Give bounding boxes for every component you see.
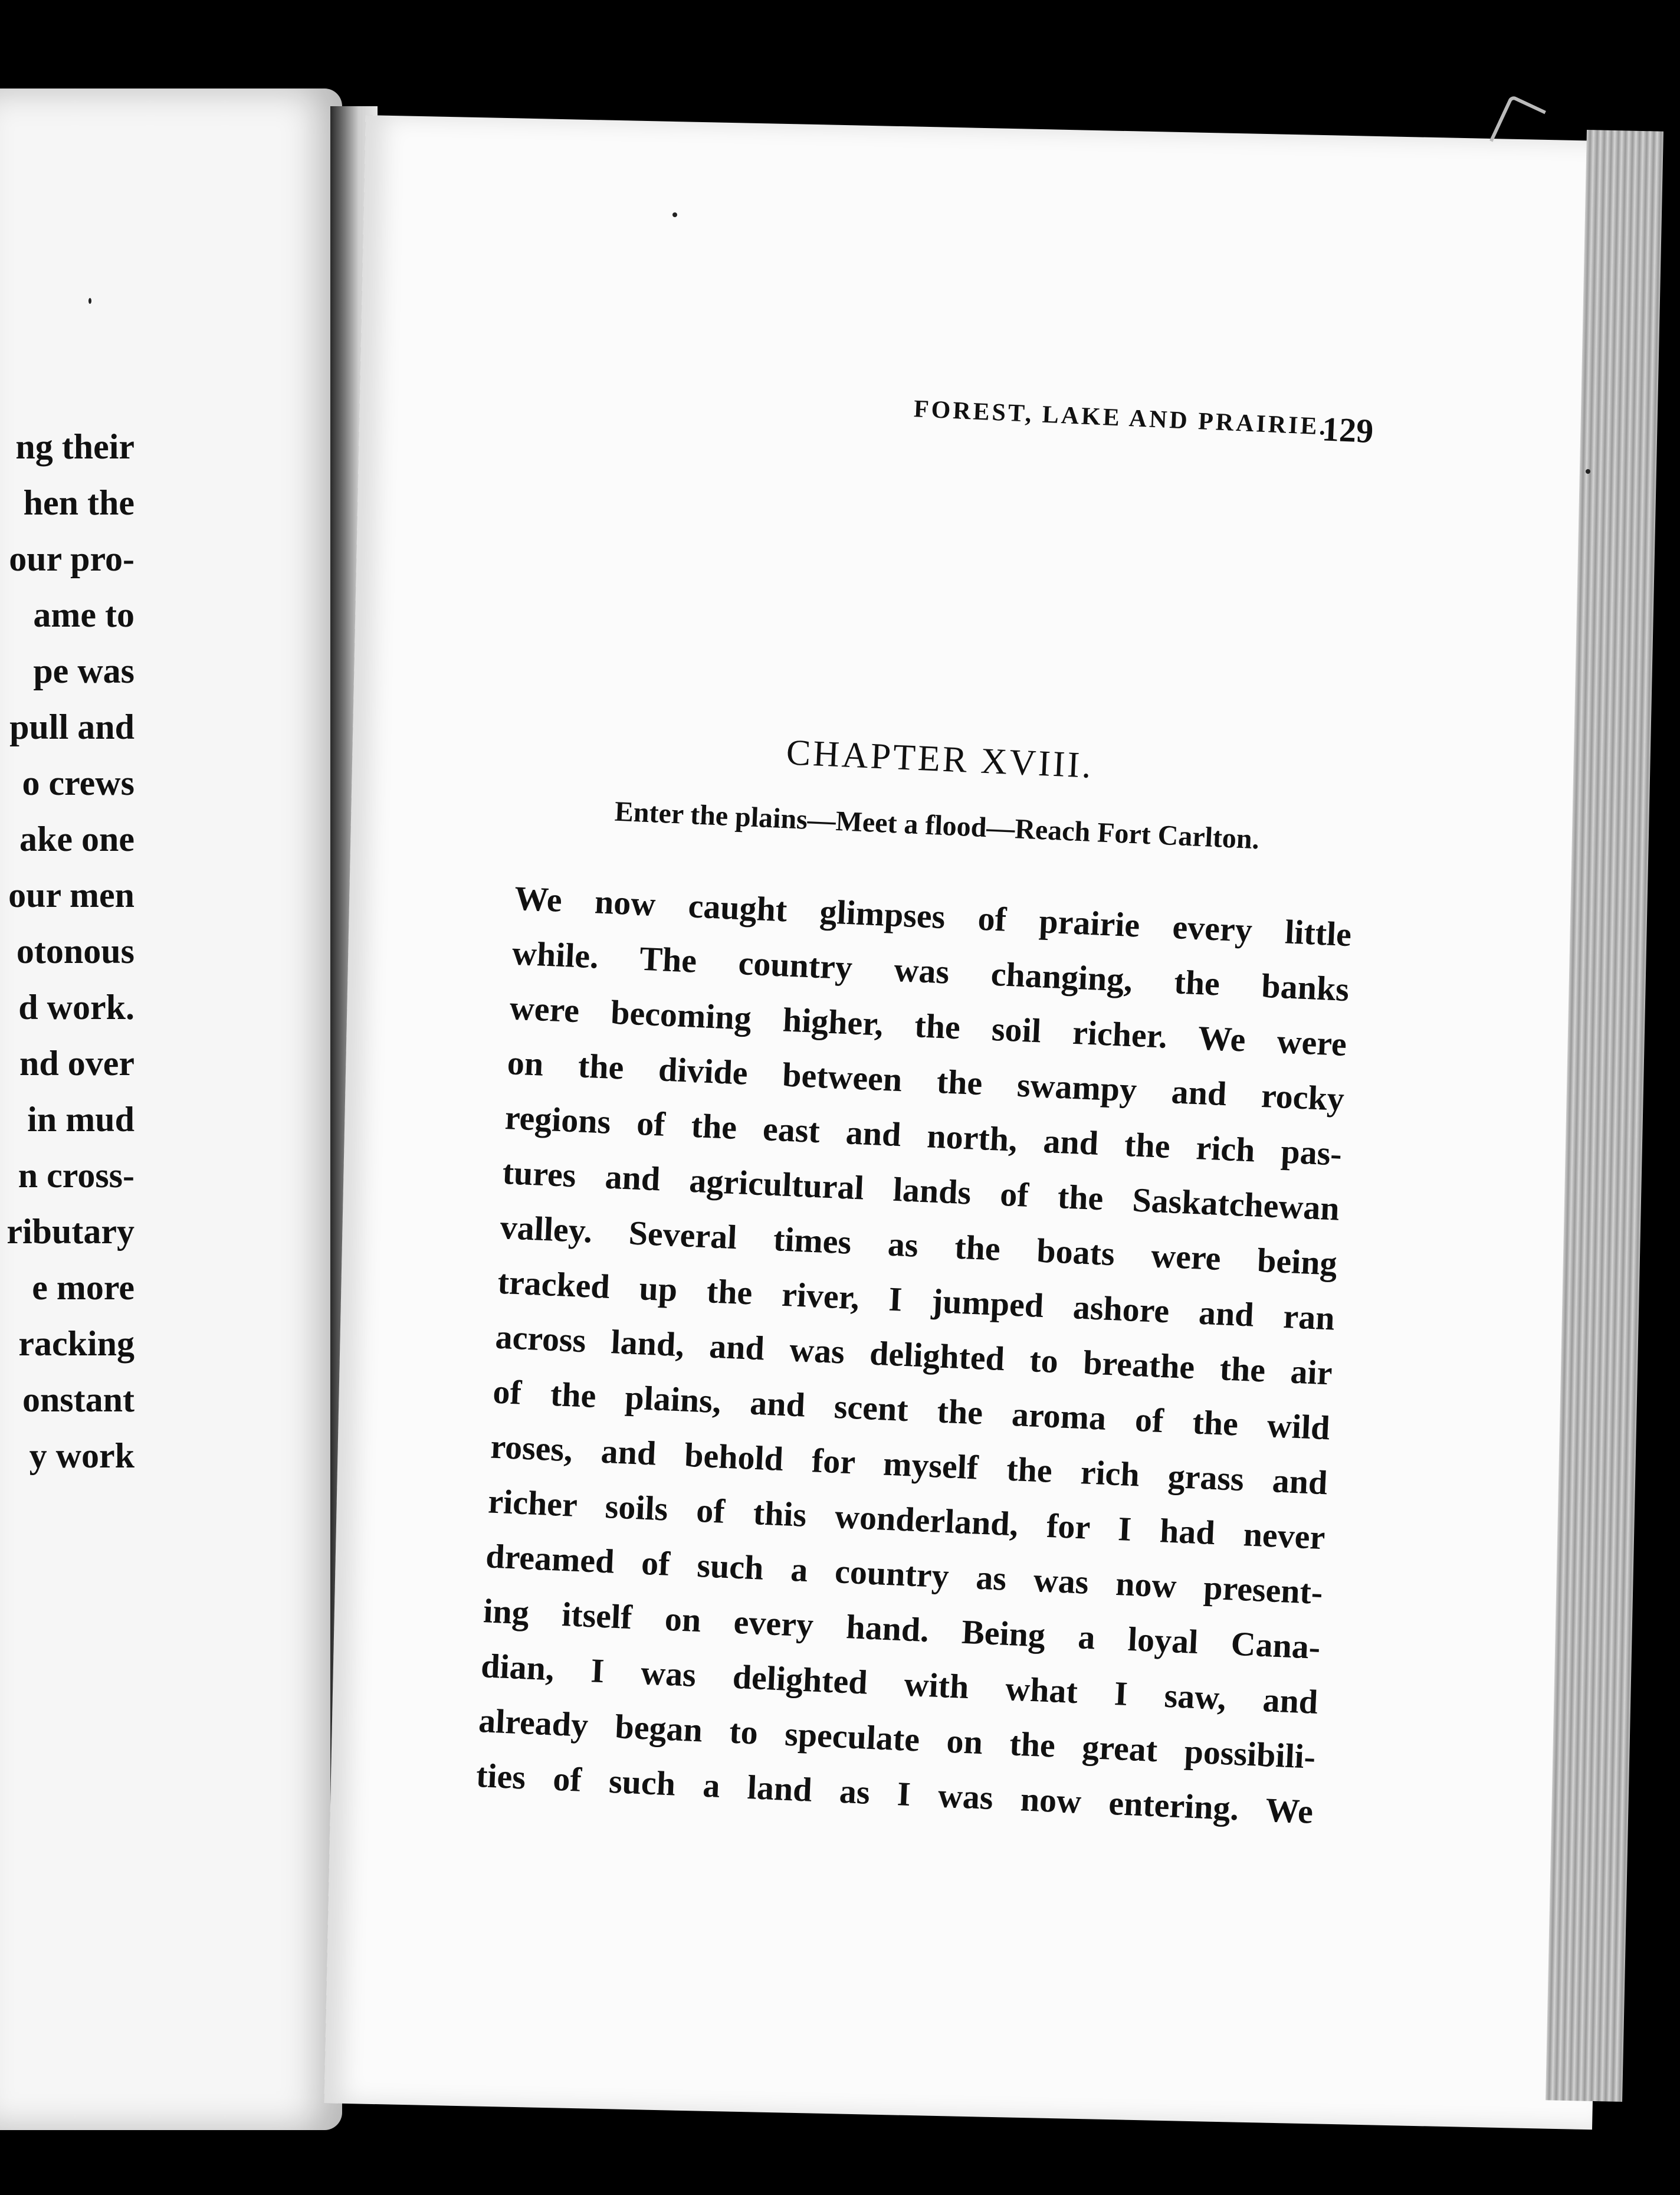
body-line: ing itself on every hand. Being a loyal Cana- xyxy=(483,1591,1321,1667)
left-line: onstant xyxy=(22,1380,134,1419)
page-number: 129 xyxy=(1321,409,1374,451)
body-line: tracked up the river, I jumped ashore and ran xyxy=(497,1262,1336,1338)
left-line: o crews xyxy=(22,764,134,802)
body-line: while. The country was changing, the banks xyxy=(511,933,1350,1009)
left-page-text xyxy=(0,419,134,1484)
body-line: were becoming higher, the soil richer. We were xyxy=(508,988,1348,1064)
dust-speck xyxy=(672,212,677,217)
left-line: our pro- xyxy=(9,539,134,578)
chapter-summary: Enter the plains—Meet a flood—Reach Fort Carlton. xyxy=(613,795,1260,856)
left-line: otonous xyxy=(16,932,134,971)
left-line: n cross- xyxy=(18,1156,134,1195)
left-line: e more xyxy=(32,1268,134,1307)
body-line: dian, I was delighted with what I saw, and xyxy=(480,1646,1319,1722)
body-line: valley. Several times as the boats were being xyxy=(499,1207,1338,1283)
body-line: regions of the east and north, and the rich pas- xyxy=(504,1098,1343,1173)
left-line: racking xyxy=(18,1324,134,1363)
page-content xyxy=(475,378,1374,1831)
left-line: hen the xyxy=(23,483,134,522)
body-line: dreamed of such a country as was now present- xyxy=(485,1536,1324,1612)
left-line: ng their xyxy=(15,427,134,466)
body-line: roses, and behold for myself the rich grass and xyxy=(490,1427,1328,1502)
body-line: ties of such a land as I was now entering. We xyxy=(475,1755,1314,1831)
body-line: of the plains, and scent the aroma of the wild xyxy=(492,1372,1331,1447)
left-line: pe was xyxy=(33,651,134,690)
left-line: ake one xyxy=(19,820,134,859)
body-line: tures and agricultural lands of the Saskatchewan xyxy=(501,1152,1341,1228)
chapter-title: CHAPTER XVIII. xyxy=(785,732,1094,786)
dust-speck xyxy=(88,298,91,304)
running-title: FOREST, LAKE AND PRAIRIE. xyxy=(913,395,1328,441)
body-line: richer soils of this wonderland, for I had never xyxy=(487,1482,1326,1557)
body-line: on the divide between the swampy and rocky xyxy=(506,1043,1346,1118)
left-line: ributary xyxy=(6,1212,134,1251)
left-line: d work. xyxy=(18,988,134,1027)
left-line: nd over xyxy=(19,1044,134,1083)
left-line: ame to xyxy=(33,595,134,634)
body-line: already began to speculate on the great possibili- xyxy=(478,1701,1317,1776)
left-line: y work xyxy=(29,1436,134,1475)
left-line: in mud xyxy=(27,1100,134,1139)
body-line: We now caught glimpses of prairie every little xyxy=(513,879,1353,954)
right-page xyxy=(324,115,1633,2130)
dust-speck xyxy=(1586,469,1590,474)
left-line: pull and xyxy=(9,707,134,746)
body-line: across land, and was delighted to breathe the air xyxy=(494,1317,1333,1393)
running-head xyxy=(913,395,1374,451)
left-line: our men xyxy=(8,876,134,915)
left-page-text-clip xyxy=(0,0,134,2195)
body-text xyxy=(475,870,1353,1839)
